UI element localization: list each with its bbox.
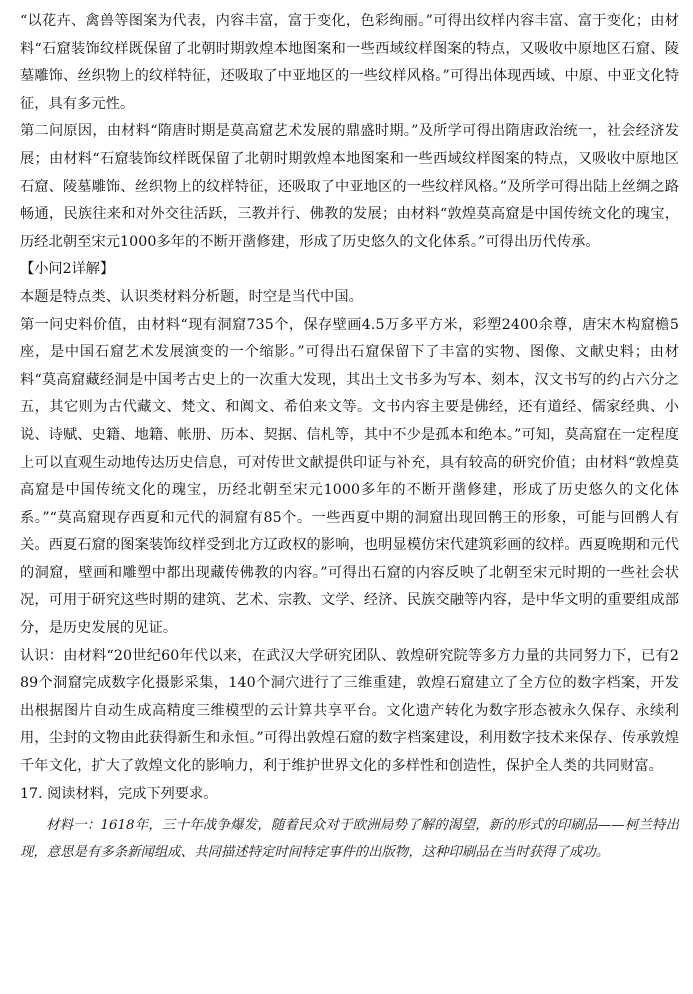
answer-paragraph-4: 第一问史料价值，由材料“现有洞窟735个，保存壁画4.5万多平方米，彩塑2400余尊，唐宋木构窟檐5座，是中国石窟艺术发展演变的一个缩影。”可得出石窟保留下了丰富的实物、图像、文献史料；由材料“莫高窟藏经洞是中国考古史上的一次重大发现，其出土文书多为写本、刻本，汉文书写的约占六分之五，其它则为古代藏文、梵文、和阗文、希伯来文等。文书内容主要是佛经，还有道经、儒家经典、小说、诗赋、史籍、地籍、帐册、历本、契据、信札等，其中不少是孤本和绝本。”可知，莫高窟在一定程度上可以直观生动地传达历史信息，可对传世文献提供印证与补充，具有较高的研究价值；由材料“敦煌莫高窟是中国传统文化的瑰宝，历经北朝至宋元1000多年的不断开凿修建，形成了历史悠久的文化体系。”“莫高窟现存西夏和元代的洞窟有85个。一些西夏中期的洞窟出现回鹘王的形象，可能与回鹘人有关。西夏石窟的图案装饰纹样受到北方辽政权的影响，也明显模仿宋代建筑彩画的纹样。西夏晚期和元代的洞窟，壁画和雕塑中都出现藏传佛教的内容。”可得出石窟的内容反映了北朝至宋元时期的一些社会状况，可用于研究这些时期的建筑、艺术、宗教、文学、经济、民族交融等内容，是中华文明的重要组成部分，是历史发展的见证。 [20, 316, 679, 637]
material-one-text: 材料一：1618年，三十年战争爆发，随着民众对于欧洲局势了解的渴望，新的形式的印刷品——柯兰特出现，意思是有多条新闻组成、共同描述特定时间特定事件的出版物，这种印刷品在当时获得了成功。 [20, 818, 679, 861]
answer-paragraph-1: “以花卉、禽兽等图案为代表，内容丰富，富于变化，色彩绚丽。”可得出纹样内容丰富、富于变化；由材料“石窟装饰纹样既保留了北朝时期敦煌本地图案和一些西域纹样图案的特点，又吸收中原地区石窟、陵墓雕饰、丝织物上的纹样特征，还吸取了中亚地区的一些纹样风格。”可得出体现西域、中原、中亚文化特征，具有多元性。 [20, 13, 679, 112]
answer-paragraph-5: 认识：由材料“20世纪60年代以来，在武汉大学研究团队、敦煌研究院等多方力量的共同努力下，已有289个洞窟完成数字化摄影采集，140个洞穴进行了三维重建，敦煌石窟建立了全方位的数字档案，开发出根据图片自动生成高精度三维模型的云计算共享平台。文化遗产转化为数字形态被永久保存、永续利用，尘封的文物由此获得新生和永恒。”可得出敦煌石窟的数字档案建设，利用数字技术来保存、传承敦煌千年文化，扩大了敦煌文化的影响力，利于维护世界文化的多样性和创造性，保护全人类的共同财富。 [20, 647, 679, 775]
section-subheading: 【小问2详解】 [20, 261, 115, 278]
answer-paragraph-3: 本题是特点类、认识类材料分析题，时空是当代中国。 [20, 288, 363, 305]
question-17-heading: 17. 阅读材料，完成下列要求。 [20, 785, 218, 802]
answer-paragraph-2: 第二问原因，由材料“隋唐时期是莫高窟艺术发展的鼎盛时期。”及所学可得出隋唐政治统一，社会经济发展；由材料“石窟装饰纹样既保留了北朝时期敦煌本地图案和一些西域纹样图案的特点，又吸收中原地区石窟、陵墓雕饰、丝织物上的纹样特征，还吸取了中亚地区的一些纹样风格。”及所学可得出陆上丝绸之路畅通，民族往来和对外交往活跃，三教并行、佛教的发展；由材料“敦煌莫高窟是中国传统文化的瑰宝，历经北朝至宋元1000多年的不断开凿修建，形成了历史悠久的文化体系。”可得出历代传承。 [20, 123, 679, 250]
